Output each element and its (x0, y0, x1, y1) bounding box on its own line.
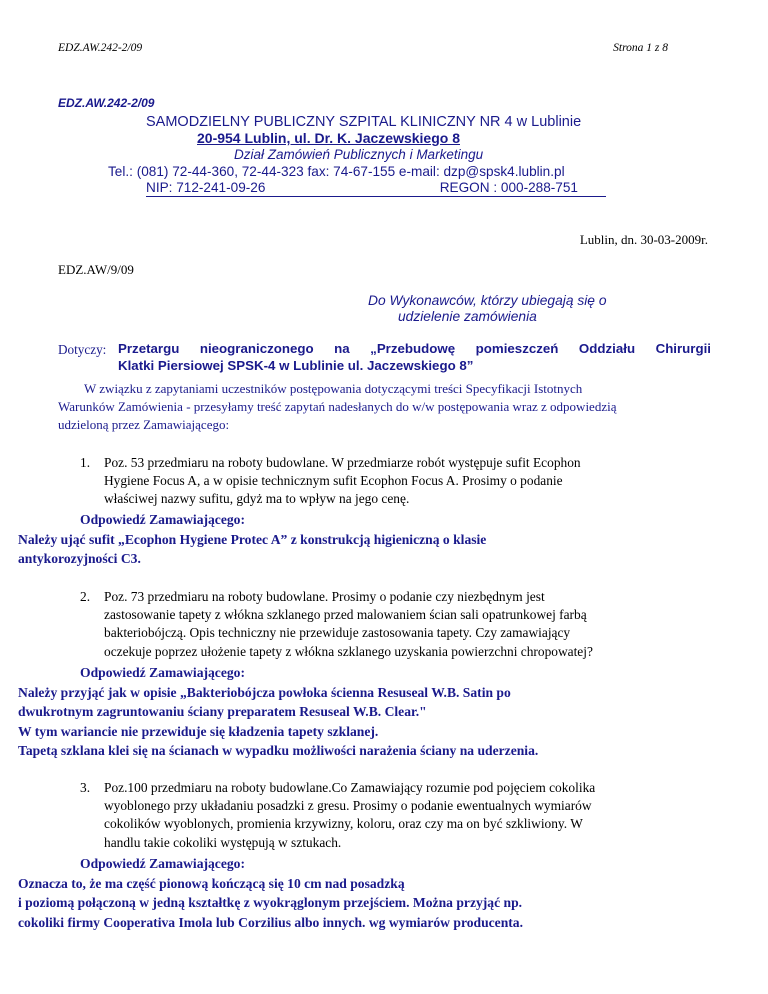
question-line: handlu takie cokoliki występują w sztukach. (104, 834, 342, 850)
answer-3 (18, 854, 760, 932)
institution-department: Dział Zamówień Publicznych i Marketingu (234, 147, 484, 162)
answer-line: Oznacza to, że ma część pionową kończącą się 10 cm nad posadzką (18, 875, 405, 891)
answer-line: cokoliki firmy Cooperativa Imola lub Corzilius albo innych. wg wymiarów producenta. (18, 914, 523, 930)
answer-heading: Odpowiedź Zamawiającego: (80, 665, 245, 680)
question-line: bakteriobójczą. Opis techniczny nie przewiduje zastosowania tapety. Czy zamawiający (104, 625, 571, 641)
answer-line: antykorozyjności C3. (18, 551, 141, 566)
institution-ids (146, 180, 606, 197)
institution-contact: Tel.: (081) 72-44-360, 72-44-323 fax: 74-67-155 e-mail: dzp@spsk4.lublin.pl (108, 164, 565, 179)
regon: REGON : 000-288-751 (439, 180, 578, 195)
answer-2 (18, 663, 760, 761)
answer-1 (18, 510, 760, 569)
answer-line: Należy ująć sufit „Ecophon Hygiene Protec A” z konstrukcją higieniczną o klasie (18, 531, 487, 547)
intro-line-3: udzieloną przez Zamawiającego: (58, 417, 230, 432)
question-1 (80, 454, 684, 509)
question-line: właściwej nazwy sufitu, gdyż ma to wpływ na jego cenę. (104, 491, 410, 507)
answer-line: Tapetą szklana klei się na ścianach w wypadku możliwości narażenia ściany na uderzenia. (18, 743, 539, 758)
question-2 (80, 588, 684, 661)
question-line: cokolików wyoblonych, promienia krzywizny, koloru, oraz czy ma on być szkliwiony. W (104, 816, 583, 832)
ref-code: EDZ.AW.242-2/09 (58, 96, 155, 110)
answer-heading: Odpowiedź Zamawiającego: (80, 512, 245, 527)
intro-line-2: Warunków Zamówienia - przesyłamy treść zapytań nadesłanych do w/w postępowania wraz z odpowiedzią (58, 399, 617, 414)
question-line: Poz. 53 przedmiaru na roboty budowlane. W przedmiarze robót występuje sufit Ecophon (104, 455, 581, 470)
question-line: oczekuje poprzez ułożenie tapety z włókna szklanego uzyskania powierzchni chropowatej? (104, 643, 593, 659)
answer-line: Należy przyjąć jak w opisie „Bakteriobójcza powłoka ścienna Resuseal W.B. Satin po (18, 684, 511, 700)
page-number: Strona 1 z 8 (613, 42, 668, 54)
subject-line-1: Przetargu nieograniczonego na „Przebudowę pomieszczeń Oddziału Chirurgii (118, 341, 711, 356)
question-line: Poz.100 przedmiaru na roboty budowlane.Co Zamawiający rozumie pod pojęciem cokolika (104, 780, 596, 795)
nip: NIP: 712-241-09-26 (146, 180, 266, 195)
date-line: Lublin, dn. 30-03-2009r. (579, 232, 708, 247)
answer-line: dwukrotnym zagruntowaniu ściany preparatem Resuseal W.B. Clear." (18, 704, 427, 719)
answer-heading: Odpowiedź Zamawiającego: (80, 856, 245, 871)
subject-line-2: Klatki Piersiowej SPSK-4 w Lublinie ul. Jaczewskiego 8” (118, 358, 474, 373)
page-header-code: EDZ.AW.242-2/09 (58, 42, 143, 54)
question-line: Poz. 73 przedmiaru na roboty budowlane. Prosimy o podanie czy niezbędnym jest (104, 589, 545, 604)
answer-line: i poziomą połączoną w jedną kształtkę z wyokrąglonym przejściem. Można przyjąć np. (18, 895, 523, 910)
question-number: 3. (80, 780, 91, 795)
question-line: wyoblonego przy układaniu posadzki z gresu. Prosimy o podanie ewentualnych wymiarów (104, 798, 592, 814)
question-line: Hygiene Focus A, a w opisie technicznym sufit Ecophon Focus A. Prosimy o podanie (104, 473, 563, 489)
question-line: zastosowanie tapety z włókna szklanego przed malowaniem ścian sali opatrunkowej farbą (104, 607, 587, 623)
intro-line-1: W związku z zapytaniami uczestników postępowania dotyczącymi treści Specyfikacji Istotnych (84, 381, 583, 396)
institution-address: 20-954 Lublin, ul. Dr. K. Jaczewskiego 8 (197, 130, 460, 146)
question-3 (80, 779, 684, 852)
subject-label: Dotyczy: (58, 342, 107, 357)
institution-name: SAMODZIELNY PUBLICZNY SZPITAL KLINICZNY NR 4 w Lublinie (146, 114, 582, 130)
question-number: 2. (80, 589, 91, 604)
recipient-line-2: udzielenie zamówienia (398, 309, 537, 324)
answer-line: W tym wariancie nie przewiduje się kładzenia tapety szklanej. (18, 723, 379, 739)
recipient-line-1: Do Wykonawców, którzy ubiegają się o (368, 293, 607, 308)
ref-number: EDZ.AW/9/09 (58, 262, 134, 277)
question-number: 1. (80, 455, 91, 470)
